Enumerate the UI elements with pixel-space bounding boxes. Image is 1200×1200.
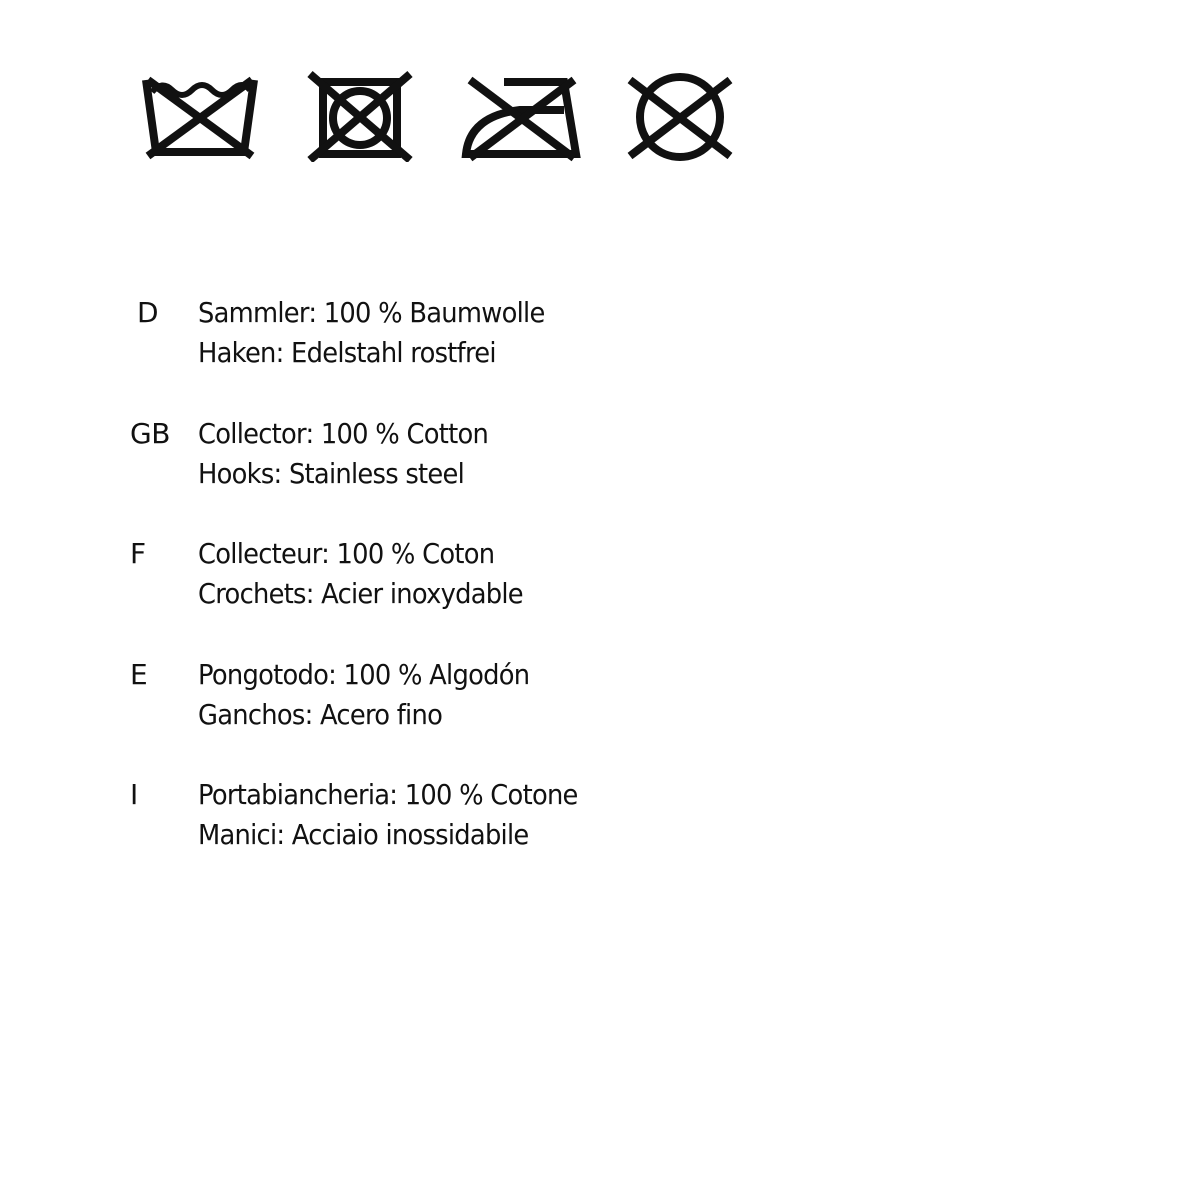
- hooks-line: Ganchos: Acero fino: [198, 698, 443, 731]
- do-not-dry-clean-icon: [626, 70, 734, 162]
- language-code: D: [137, 296, 159, 329]
- do-not-tumble-dry-icon: [306, 70, 414, 162]
- do-not-iron-icon: [460, 70, 584, 162]
- hooks-line: Hooks: Stainless steel: [198, 457, 465, 490]
- hooks-line: Haken: Edelstahl rostfrei: [198, 336, 496, 369]
- language-code: I: [130, 778, 138, 811]
- language-code: GB: [130, 417, 170, 450]
- material-line: Collector: 100 % Cotton: [198, 417, 489, 450]
- do-not-wash-icon: [138, 70, 262, 162]
- language-code: E: [130, 658, 148, 691]
- hooks-line: Crochets: Acier inoxydable: [198, 577, 523, 610]
- material-line: Collecteur: 100 % Coton: [198, 537, 495, 570]
- material-line: Sammler: 100 % Baumwolle: [198, 296, 545, 329]
- care-symbols-row: [0, 0, 1200, 200]
- material-line: Pongotodo: 100 % Algodón: [198, 658, 530, 691]
- hooks-line: Manici: Acciaio inossidabile: [198, 818, 529, 851]
- material-line: Portabiancheria: 100 % Cotone: [198, 778, 578, 811]
- language-code: F: [130, 537, 146, 570]
